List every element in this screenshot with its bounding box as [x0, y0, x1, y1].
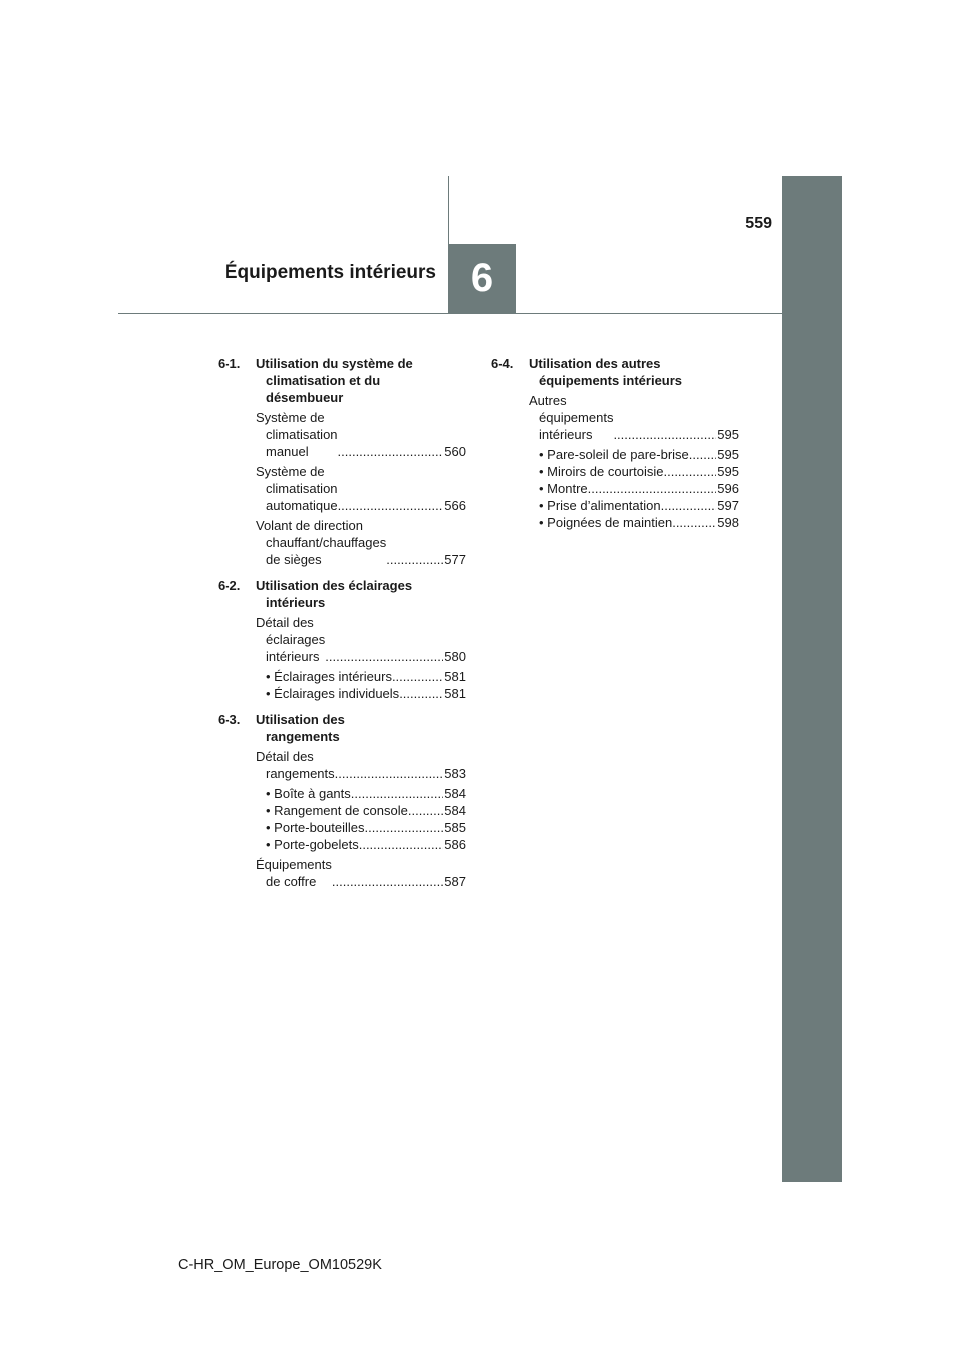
chapter-title: Équipements intérieurs	[224, 262, 436, 283]
section-title-line: Utilisation du système de	[256, 356, 413, 371]
section-heading	[218, 711, 466, 745]
entry-page-number: 577	[444, 552, 466, 567]
entry-label-line: Équipements de coffre	[256, 857, 332, 889]
entry-label-line: manuel	[266, 444, 309, 459]
section-number: 6-2.	[218, 578, 241, 593]
entry-label-line: Détail des éclairages	[256, 615, 326, 647]
dot-leader	[663, 463, 716, 480]
toc-sub-entry-link[interactable]	[218, 668, 466, 685]
entry-label	[256, 463, 338, 514]
section-heading	[218, 355, 466, 406]
entry-label-line: automatique	[266, 498, 338, 513]
entry-label-line: intérieurs	[539, 427, 593, 442]
sub-entry-page-number: 584	[444, 803, 466, 818]
entry-label	[256, 409, 338, 460]
dot-leader	[386, 551, 443, 568]
section-title-line: climatisation et du	[266, 373, 381, 388]
toc-entry-link[interactable]	[218, 463, 466, 514]
toc-sub-entry-link[interactable]	[218, 819, 466, 836]
sub-entry-page-number: 581	[444, 669, 466, 684]
toc-sub-entry-link[interactable]	[491, 497, 739, 514]
sub-entry-page-number: 586	[444, 837, 466, 852]
dot-leader	[365, 819, 444, 836]
toc-sub-entry-link[interactable]	[491, 463, 739, 480]
entry-label-line: intérieurs	[266, 649, 320, 664]
toc-sub-entry-link[interactable]	[218, 685, 466, 702]
section-title-line: désembueur	[266, 390, 344, 405]
sub-entry-label: • Poignées de maintien	[539, 515, 673, 530]
dot-leader	[351, 785, 444, 802]
sub-entry-label: • Porte-gobelets	[266, 837, 359, 852]
toc-section	[218, 355, 466, 568]
toc-sub-entry-link[interactable]	[491, 480, 739, 497]
sub-entry-label: • Éclairages individuels	[266, 686, 400, 701]
header-horizontal-rule	[118, 313, 782, 314]
entry-label-line: Système de climatisation	[256, 410, 338, 442]
toc-entry-link[interactable]	[218, 856, 466, 890]
toc-entry-link[interactable]	[491, 392, 739, 443]
dot-leader	[672, 514, 716, 531]
toc-section	[218, 577, 466, 702]
section-title-line: équipements intérieurs	[539, 373, 683, 388]
sub-entry-label: • Montre	[539, 481, 588, 496]
footer-code: C-HR_OM_Europe_OM10529K	[178, 1257, 382, 1273]
section-title-line: Utilisation des éclairages	[256, 578, 413, 593]
entry-label	[256, 748, 335, 782]
toc-entry-link[interactable]	[218, 614, 466, 665]
toc-entry-link[interactable]	[218, 517, 466, 568]
section-title-line: Utilisation des autres	[529, 356, 661, 371]
toc-sub-entry-link[interactable]	[218, 836, 466, 853]
sub-entry-page-number: 584	[444, 786, 466, 801]
toc-column-right	[491, 355, 739, 540]
sub-entry-list	[491, 446, 739, 531]
entry-page-number: 566	[444, 498, 466, 513]
dot-leader	[338, 497, 444, 514]
header-vertical-rule	[448, 176, 449, 244]
entry-label-line: Système de climatisation	[256, 464, 338, 496]
sub-entry-page-number: 595	[717, 447, 739, 462]
toc-section	[218, 711, 466, 890]
entry-label-line: de sièges	[266, 552, 322, 567]
dot-leader	[408, 802, 443, 819]
dot-leader	[338, 443, 444, 460]
sub-entry-page-number: 585	[444, 820, 466, 835]
entry-label-line: Détail des rangements	[256, 749, 335, 781]
dot-leader	[661, 497, 717, 514]
sub-entry-list	[218, 785, 466, 853]
entry-label	[529, 392, 613, 443]
dot-leader	[689, 446, 717, 463]
dot-leader	[588, 480, 717, 497]
sub-entry-page-number: 596	[717, 481, 739, 496]
entry-label	[256, 856, 332, 890]
section-title-line: Utilisation des	[256, 712, 345, 727]
sub-entry-page-number: 595	[717, 464, 739, 479]
page-number: 559	[745, 215, 772, 232]
dot-leader	[392, 668, 443, 685]
toc-entry-link[interactable]	[218, 409, 466, 460]
dot-leader	[359, 836, 444, 853]
sub-entry-list	[218, 668, 466, 702]
sub-entry-label: • Miroirs de courtoisie	[539, 464, 664, 479]
entry-page-number: 560	[444, 444, 466, 459]
section-title	[256, 711, 466, 745]
sub-entry-label: • Éclairages intérieurs	[266, 669, 392, 684]
entry-page-number: 583	[444, 766, 466, 781]
sub-entry-page-number: 581	[444, 686, 466, 701]
entry-label	[256, 517, 386, 568]
dot-leader	[332, 873, 443, 890]
entry-page-number: 580	[444, 649, 466, 664]
sub-entry-label: • Porte-bouteilles	[266, 820, 365, 835]
toc-section	[491, 355, 739, 531]
toc-entry-link[interactable]	[218, 748, 466, 782]
sub-entry-page-number: 597	[717, 498, 739, 513]
entry-label-line: Volant de direction	[256, 518, 363, 533]
entry-page-number: 595	[717, 427, 739, 442]
section-number: 6-1.	[218, 356, 241, 371]
dot-leader	[325, 648, 443, 665]
sub-entry-label: • Boîte à gants	[266, 786, 351, 801]
entry-page-number: 587	[444, 874, 466, 889]
section-number: 6-3.	[218, 712, 241, 727]
section-title-line: rangements	[266, 729, 340, 744]
section-heading	[491, 355, 739, 389]
section-heading	[218, 577, 466, 611]
section-title	[256, 355, 466, 406]
toc-sub-entry-link[interactable]	[491, 446, 739, 463]
entry-label	[256, 614, 325, 665]
sub-entry-label: • Rangement de console	[266, 803, 408, 818]
chapter-number-box: 6	[448, 244, 516, 313]
sub-entry-label: • Prise d’alimentation	[539, 498, 661, 513]
entry-label-line: chauffant/chauffages	[266, 535, 387, 550]
dot-leader	[335, 765, 444, 782]
sub-entry-label: • Pare-soleil de pare-brise	[539, 447, 689, 462]
sub-entry-page-number: 598	[717, 515, 739, 530]
section-title	[529, 355, 739, 389]
section-number: 6-4.	[491, 356, 514, 371]
section-title-line: intérieurs	[266, 595, 326, 610]
section-title	[256, 577, 466, 611]
dot-leader	[399, 685, 443, 702]
toc-column-left	[218, 355, 466, 899]
toc-sub-entry-link[interactable]	[218, 785, 466, 802]
toc-sub-entry-link[interactable]	[218, 802, 466, 819]
toc-sub-entry-link[interactable]	[491, 514, 739, 531]
entry-label-line: Autres équipements	[529, 393, 614, 425]
chapter-side-tab	[782, 176, 842, 1182]
dot-leader	[613, 426, 716, 443]
